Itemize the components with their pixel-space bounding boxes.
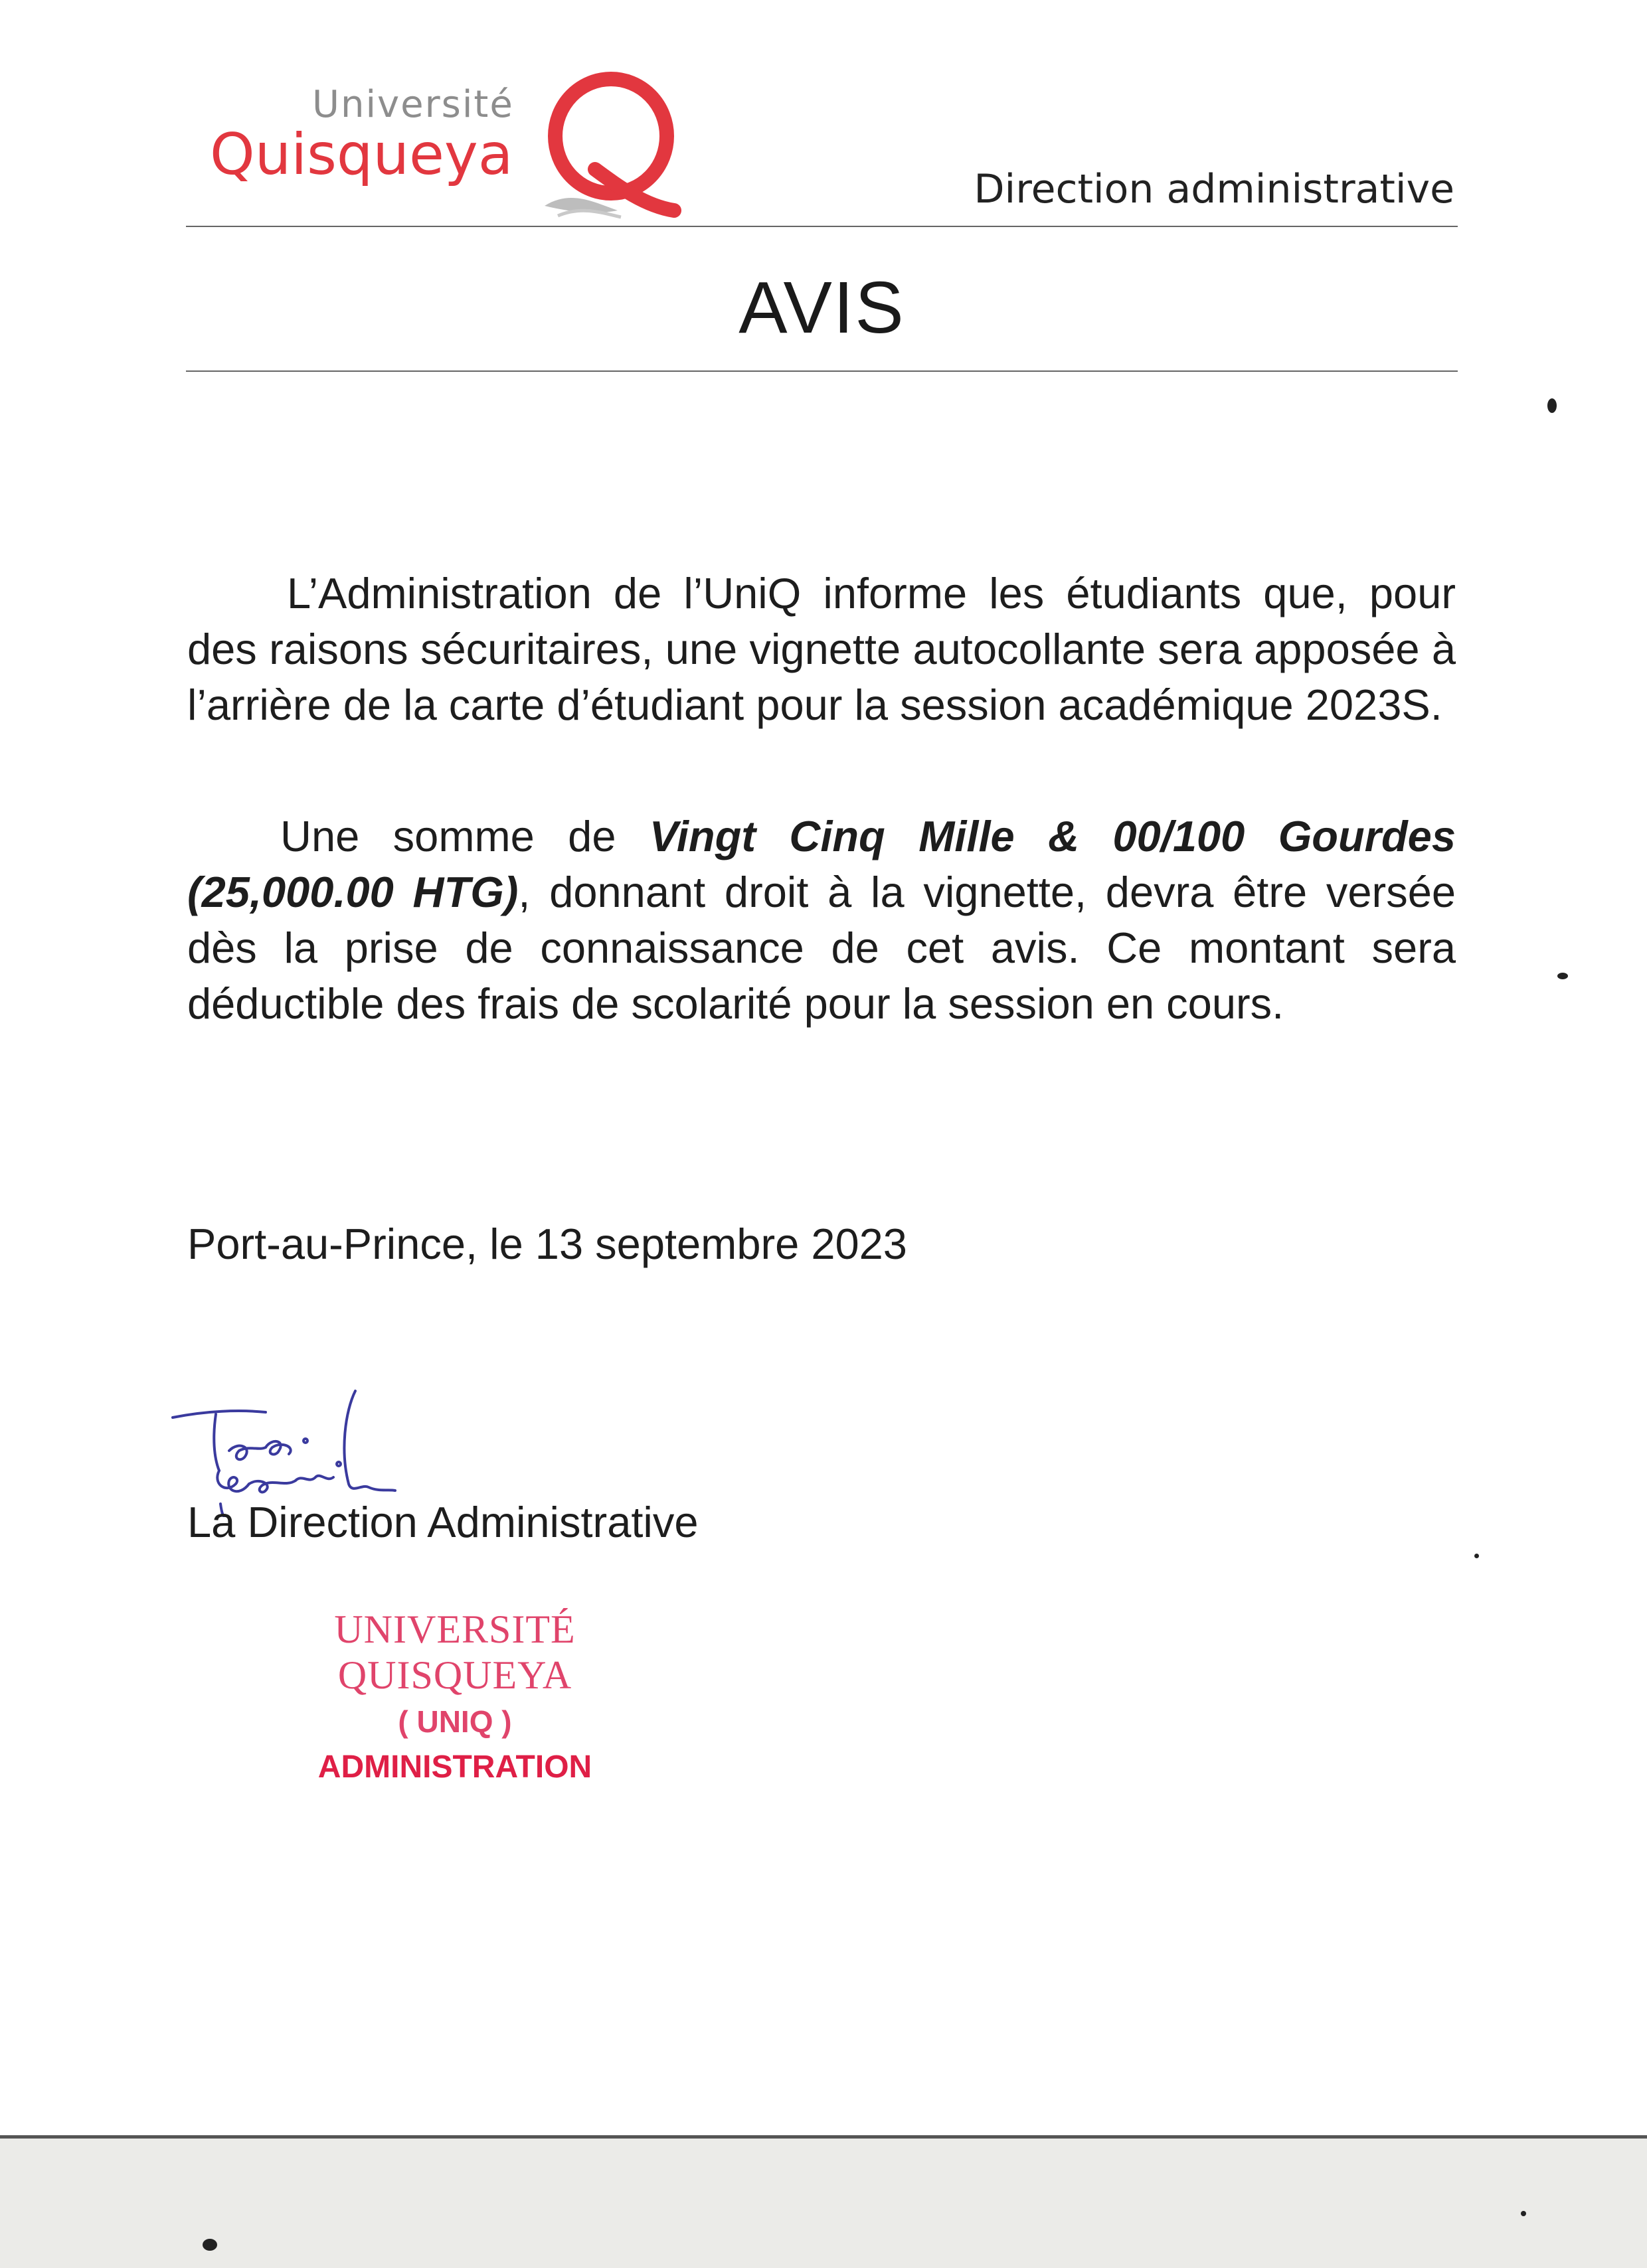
- stamp-university: UNIVERSITÉ QUISQUEYA: [334, 1607, 576, 1697]
- scan-speck: [1557, 973, 1568, 979]
- department-name: Direction administrative: [974, 166, 1454, 212]
- signer-title: La Direction Administrative: [187, 1498, 699, 1546]
- scan-speck: [1547, 398, 1557, 413]
- logo-top-text: Université: [312, 83, 514, 126]
- university-logo: [199, 70, 691, 222]
- stamp-office: ADMINISTRATION: [317, 1749, 592, 1785]
- scan-speck: [203, 2239, 217, 2251]
- paragraph-1: [187, 566, 1456, 733]
- title-divider: [186, 370, 1458, 372]
- paragraph-1-text: L’Administration de l’UniQ informe les étudiants que, pour des raisons sécuritaires, une vignette autocollante sera apposée à l’arrière de la carte d’étudiant pour la session académique 2023S.: [187, 569, 1456, 729]
- logo-main-text: Quisqueya: [210, 121, 513, 188]
- scan-speck: [1521, 2211, 1526, 2216]
- paragraph-2: [187, 809, 1456, 1032]
- logo-q-icon: [531, 70, 691, 222]
- scanner-edge: [0, 2135, 1647, 2268]
- notice-title: AVIS: [738, 267, 905, 349]
- scan-speck: [1474, 1554, 1479, 1558]
- paragraph-2-rest: , donnant droit à la vignette, devra être versée dès la prise de connaissance de cet avis. Ce montant sera déductible des frais de scolarité pour la session en cours.: [187, 868, 1456, 1028]
- header-divider: [186, 226, 1458, 227]
- official-stamp: [219, 1607, 691, 1785]
- paragraph-2-lead: Une somme de: [280, 812, 650, 860]
- place-date: Port-au-Prince, le 13 septembre 2023: [187, 1220, 907, 1268]
- amount-text: Vingt Cinq Mille & 00/100 Gourdes (25,000.00 HTG): [187, 812, 1456, 916]
- stamp-acronym: ( UNIQ ): [398, 1704, 512, 1739]
- page-edge: [0, 2135, 1647, 2139]
